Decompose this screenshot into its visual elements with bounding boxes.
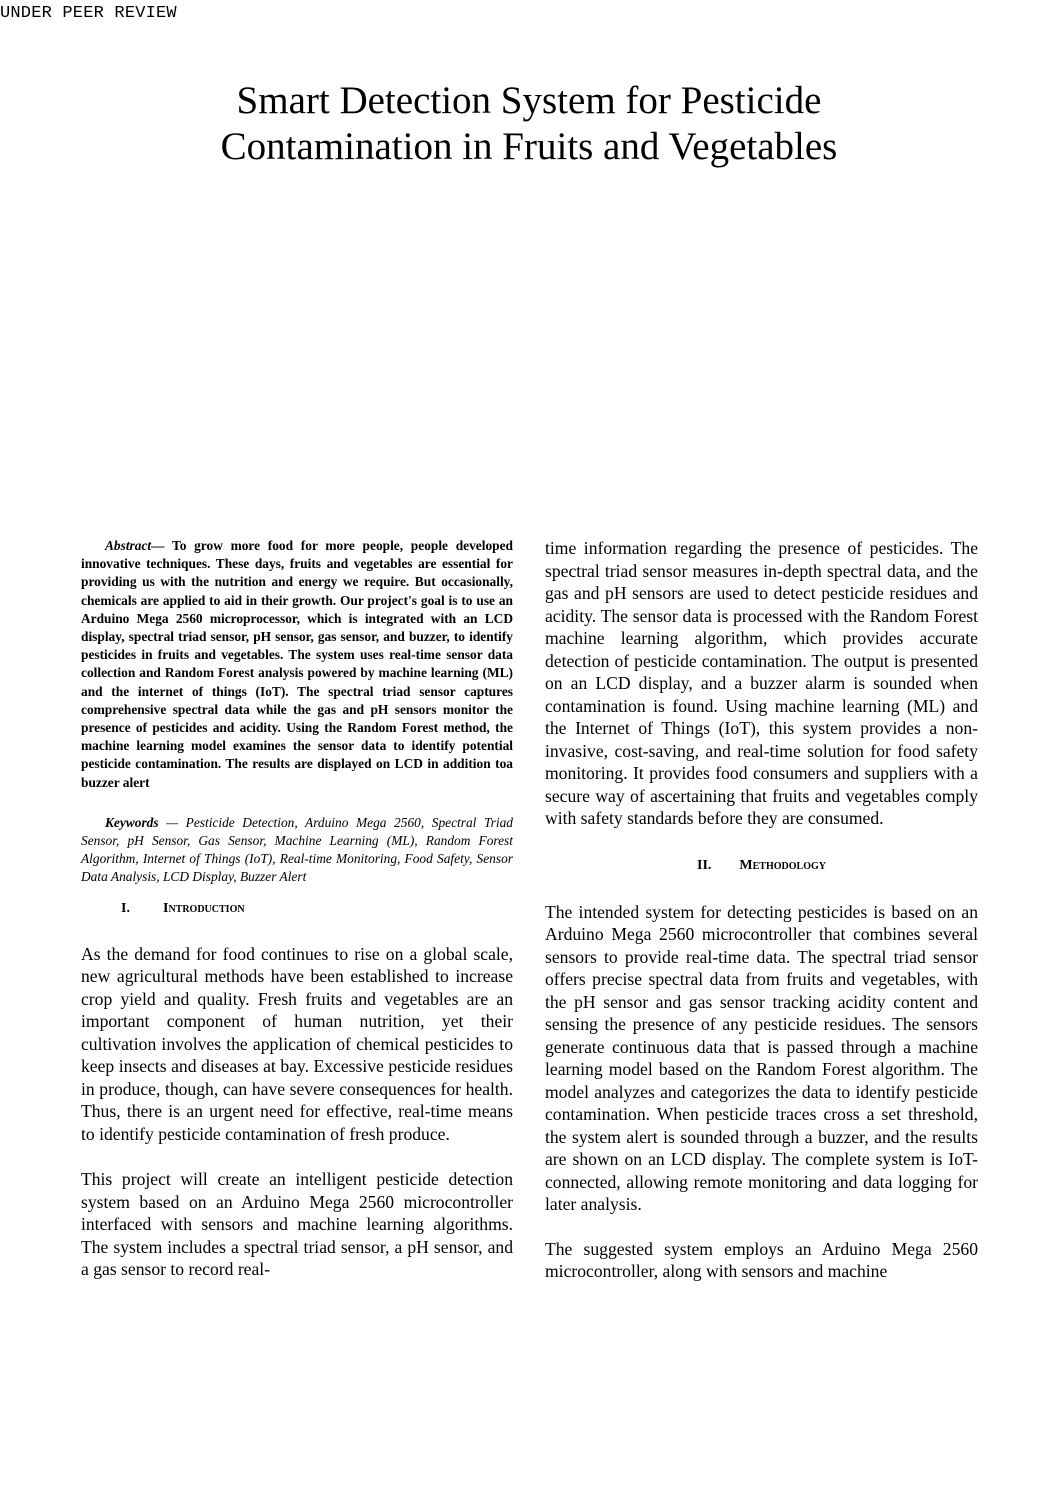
abstract-text: To grow more food for more people, people developed innovative techniques. These days, fruits and vegetables are essential for providing us with the nutrition and energy we require. But occasionally, chemicals are applied to aid in their growth. Our project's goal is to use an Arduino Mega 2560 microprocessor, which is integrated with an LCD display, spectral triad sensor, pH sensor, gas sensor, and buzzer, to identify pesticides in fruits and vegetables. The system uses real-time sensor data collection and Random Forest analysis powered by machine learning (ML) and the internet of things (IoT). The spectral triad sensor captures comprehensive spectral data while the gas and pH sensors monitor the presence of pesticides and acidity. Using the Random Forest method, the machine learning model examines the sensor data to identify potential pesticide contamination. The results are displayed on LCD in addition toa buzzer alert <box>81 538 513 790</box>
title-line-1: Smart Detection System for Pesticide <box>236 79 822 123</box>
section-name: Introduction <box>163 900 245 916</box>
section-heading-methodology <box>545 856 978 876</box>
right-column <box>545 537 978 1283</box>
keywords <box>81 814 513 887</box>
methodology-paragraph-1: The intended system for detecting pesticides is based on an Arduino Mega 2560 microcontroller that combines several sensors to provide real-time data. The spectral triad sensor offers precise spectral data from fruits and vegetables, with the pH sensor and gas sensor tracking acidity content and sensing the presence of any pesticide residues. The sensors generate continuous data that is passed through a machine learning model based on the Random Forest algorithm. The model analyzes and categorizes the data to identify pesticide contamination. When pesticide traces cross a set threshold, the system alert is sounded through a buzzer, and the results are shown on an LCD display. The complete system is IoT-connected, allowing remote monitoring and data logging for later analysis. <box>545 901 978 1214</box>
methodology-paragraph-2: The suggested system employs an Arduino Mega 2560 microcontroller, along with sensors and machine <box>545 1238 978 1281</box>
keywords-label: Keywords <box>105 814 159 830</box>
introduction-paragraph-1: As the demand for food continues to rise on a global scale, new agricultural methods have been established to increase crop yield and quality. Fresh fruits and vegetables are an important component of human nutrition, yet their cultivation involves the application of chemical pesticides to keep insects and diseases at bay. Excessive pesticide residues in produce, though, can have severe consequences for health. Thus, there is an urgent need for effective, real-time means to identify pesticide contamination of fresh produce. <box>81 943 513 1144</box>
paper-title <box>0 78 1058 170</box>
abstract-label: Abstract— <box>105 538 165 553</box>
section-heading-introduction <box>81 899 513 919</box>
left-column <box>81 537 513 1281</box>
title-line-2: Contamination in Fruits and Vegetables <box>220 125 838 169</box>
section-number: II. <box>697 857 712 873</box>
section-name: Methodology <box>739 857 826 873</box>
peer-review-watermark: UNDER PEER REVIEW <box>0 4 177 23</box>
introduction-paragraph-2-start: This project will create an intelligent pesticide detection system based on an Arduino Mega 2560 microcontroller interfaced with sensors and machine learning algorithms. The system includes a spectral triad sensor, a pH sensor, and a gas sensor to record real- <box>81 1169 513 1280</box>
keywords-text: — Pesticide Detection, Arduino Mega 2560, Spectral Triad Sensor, pH Sensor, Gas Sensor, Machine Learning (ML), Random Forest Algorithm, Internet of Things (IoT), Real-time Monitoring, Food Safety, Sensor Data Analysis, LCD Display, Buzzer Alert <box>81 814 513 885</box>
section-number: I. <box>121 900 130 916</box>
introduction-paragraph-2-continued: time information regarding the presence of pesticides. The spectral triad sensor measures in-depth spectral data, and the gas and pH sensors are used to detect pesticide residues and acidity. The sensor data is processed with the Random Forest machine learning algorithm, which provides accurate detection of pesticide contamination. The output is presented on an LCD display, and a buzzer alarm is sounded when contamination is found. Using machine learning (ML) and the Internet of Things (IoT), this system provides a non-invasive, cost-saving, and real-time solution for food safety monitoring. It provides food consumers and suppliers with a secure way of ascertaining that fruits and vegetables comply with safety standards before they are consumed. <box>545 538 978 828</box>
abstract <box>81 537 513 792</box>
